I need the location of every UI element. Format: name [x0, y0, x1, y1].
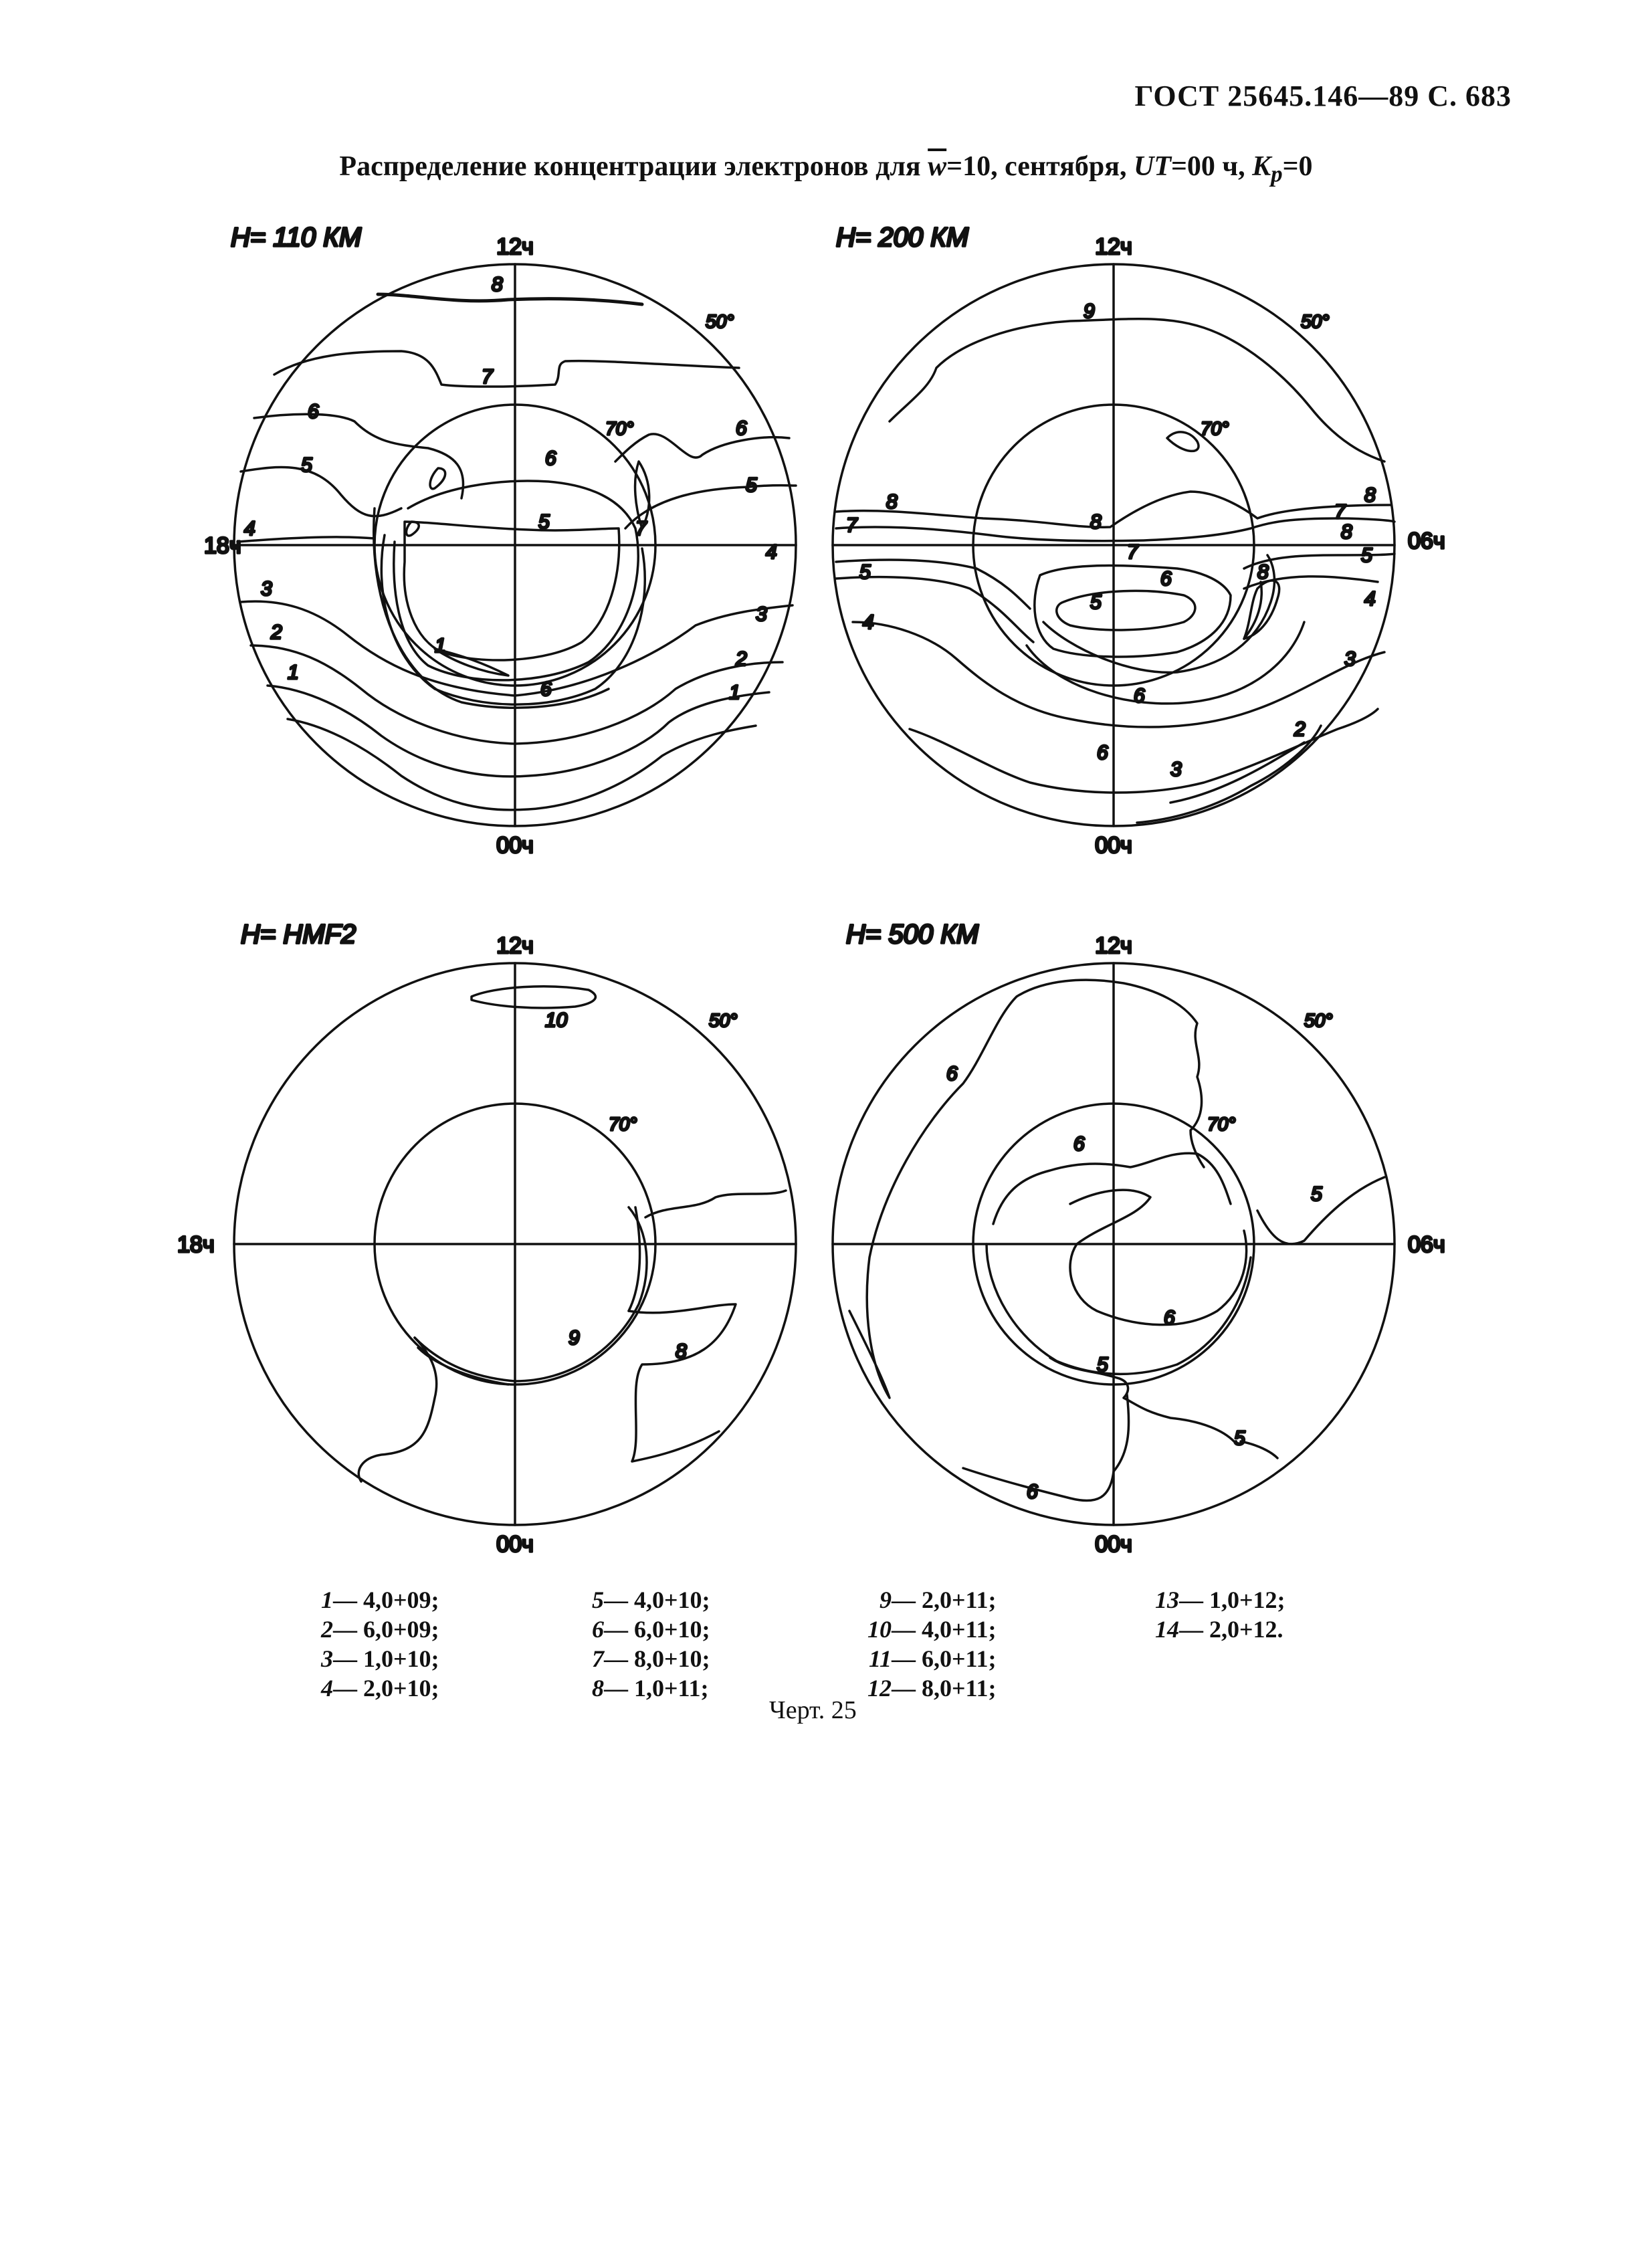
contour-label: 3 [756, 603, 767, 625]
panel-hmf2-lat-50: 50° [709, 1010, 738, 1031]
legend-item: 1— 4,0+09; [321, 1586, 439, 1613]
contour-label: 8 [1090, 511, 1102, 533]
contour-label: 6 [1027, 1481, 1038, 1503]
contour-label: 6 [1160, 568, 1172, 590]
panel-200km-label-00h: 00ч [1095, 833, 1132, 858]
contour-label: 9 [1083, 300, 1095, 322]
contour-lines [358, 987, 786, 1481]
panel-110km-lat-50: 50° [706, 311, 734, 332]
panel-200km-height-label: H= 200 КМ [836, 223, 969, 252]
contour-label: 5 [1311, 1183, 1322, 1205]
legend-column-1 [301, 1585, 439, 1703]
page-header: ГОСТ 25645.146—89 С. 683 [1134, 80, 1512, 112]
contour-label: 7 [635, 518, 647, 540]
legend-item: 11— 6,0+11; [868, 1645, 997, 1672]
contour-label: 8 [1341, 521, 1352, 543]
contour-label: 10 [545, 1009, 568, 1031]
legend-item: 2— 6,0+09; [321, 1616, 439, 1643]
legend-item: 3— 1,0+10; [321, 1645, 439, 1672]
panel-200km-lat-70: 70° [1201, 418, 1229, 439]
title-kp-subscript: p [1271, 161, 1283, 187]
contour-label: 9 [569, 1327, 580, 1349]
contour-label: 2 [1294, 718, 1306, 740]
contour-label: 8 [886, 491, 898, 513]
contour-label: 4 [244, 518, 255, 540]
contour-label: 6 [946, 1063, 958, 1085]
legend-column-3 [859, 1585, 997, 1703]
panel-200km-lat-50: 50° [1301, 311, 1330, 332]
contour-label: 7 [1127, 541, 1138, 563]
contour-label: 5 [1097, 1354, 1108, 1376]
panel-hmf2-lat-70: 70° [609, 1114, 637, 1134]
panel-500km-label-00h: 00ч [1095, 1532, 1132, 1557]
legend-item: 4— 2,0+10; [321, 1675, 439, 1702]
contour-label: 6 [1134, 685, 1145, 707]
panel-110km [204, 223, 796, 858]
contour-label: 7 [482, 366, 493, 388]
title-text-part2: =10, сентября, [946, 151, 1134, 182]
legend-item: 8— 1,0+11; [592, 1675, 709, 1702]
title-text-part1: Распределение концентрации электронов для [339, 151, 928, 182]
panel-hmf2-label-12h: 12ч [496, 933, 534, 958]
contour-label: 6 [1073, 1133, 1085, 1155]
panel-200km-label-12h: 12ч [1095, 234, 1132, 260]
contour-lines [237, 294, 796, 810]
contour-label: 5 [1234, 1427, 1245, 1449]
legend-item: 14— 2,0+12. [1155, 1616, 1283, 1643]
contour-label: 1 [288, 661, 299, 684]
panel-110km-label-12h: 12ч [496, 234, 534, 260]
title-kp-symbol: K [1252, 151, 1271, 182]
legend-item: 9— 2,0+11; [880, 1586, 997, 1613]
contour-label: 5 [859, 561, 871, 583]
contour-label: 3 [1170, 758, 1182, 781]
contour-label: 2 [271, 621, 282, 643]
contour-label: 3 [261, 578, 272, 600]
contour-label: 8 [676, 1340, 687, 1362]
panel-500km-height-label: H= 500 КМ [846, 920, 979, 949]
title-kp-value: =0 [1282, 151, 1313, 182]
panel-500km [833, 920, 1445, 1557]
contour-label: 5 [538, 511, 550, 533]
panel-hmf2-contour-labels [545, 1009, 687, 1362]
contour-label: 4 [1364, 588, 1376, 610]
contour-label: 6 [308, 401, 319, 423]
contour-label: 4 [766, 541, 777, 563]
contour-label: 6 [1164, 1307, 1175, 1329]
legend-item: 6— 6,0+10; [592, 1616, 710, 1643]
legend-item: 13— 1,0+12; [1155, 1586, 1285, 1613]
panel-110km-lat-70: 70° [605, 418, 634, 439]
contour-label: 6 [540, 678, 552, 700]
legend-item: 5— 4,0+10; [592, 1586, 710, 1613]
legend-item: 7— 8,0+10; [592, 1645, 710, 1672]
contour-label: 6 [1097, 742, 1108, 764]
contour-label: 5 [301, 454, 312, 476]
panel-500km-lat-50: 50° [1304, 1010, 1333, 1031]
contour-label: 5 [1361, 544, 1372, 567]
legend-column-2 [572, 1585, 710, 1703]
title-ut-value: =00 ч, [1170, 151, 1253, 182]
contour-label: 8 [1257, 561, 1269, 583]
contour-label: 1 [729, 682, 740, 704]
panel-hmf2-height-label: H= HMF2 [241, 920, 356, 949]
panel-110km-label-00h: 00ч [496, 833, 534, 858]
panel-200km [833, 223, 1445, 858]
contour-label: 4 [863, 611, 874, 633]
contour-label: 3 [1344, 648, 1356, 670]
contour-lines [849, 980, 1384, 1500]
panel-500km-label-12h: 12ч [1095, 933, 1132, 958]
panel-500km-contour-labels [946, 1063, 1322, 1503]
contour-label: 5 [1090, 591, 1102, 613]
panel-110km-label-18h: 18ч [204, 533, 241, 558]
contour-label: 6 [545, 447, 556, 470]
panel-500km-label-06h: 06ч [1408, 1232, 1445, 1257]
panel-500km-lat-70: 70° [1207, 1114, 1236, 1134]
contour-label: 7 [846, 514, 857, 536]
contour-label: 1 [435, 635, 446, 657]
figure-caption: Черт. 25 [769, 1696, 857, 1724]
contour-label: 8 [1364, 484, 1376, 506]
title-w-symbol: $\overline{w}$ [928, 151, 947, 182]
panel-hmf2 [177, 920, 796, 1557]
contour-label: 7 [1334, 501, 1346, 523]
panel-200km-label-06h: 06ч [1408, 528, 1445, 554]
contour-label: 8 [492, 274, 503, 296]
contour-label: 6 [736, 417, 747, 439]
panel-110km-height-label: H= 110 КМ [231, 223, 362, 252]
legend-item: 12— 8,0+11; [867, 1675, 997, 1702]
contour-label: 5 [746, 474, 757, 496]
contour-label: 2 [736, 648, 747, 670]
panel-hmf2-label-18h: 18ч [177, 1232, 215, 1257]
legend-column-4 [1147, 1585, 1285, 1644]
panel-hmf2-label-00h: 00ч [496, 1532, 534, 1557]
title-ut-symbol: UT [1133, 151, 1171, 182]
legend-item: 10— 4,0+11; [867, 1616, 997, 1643]
